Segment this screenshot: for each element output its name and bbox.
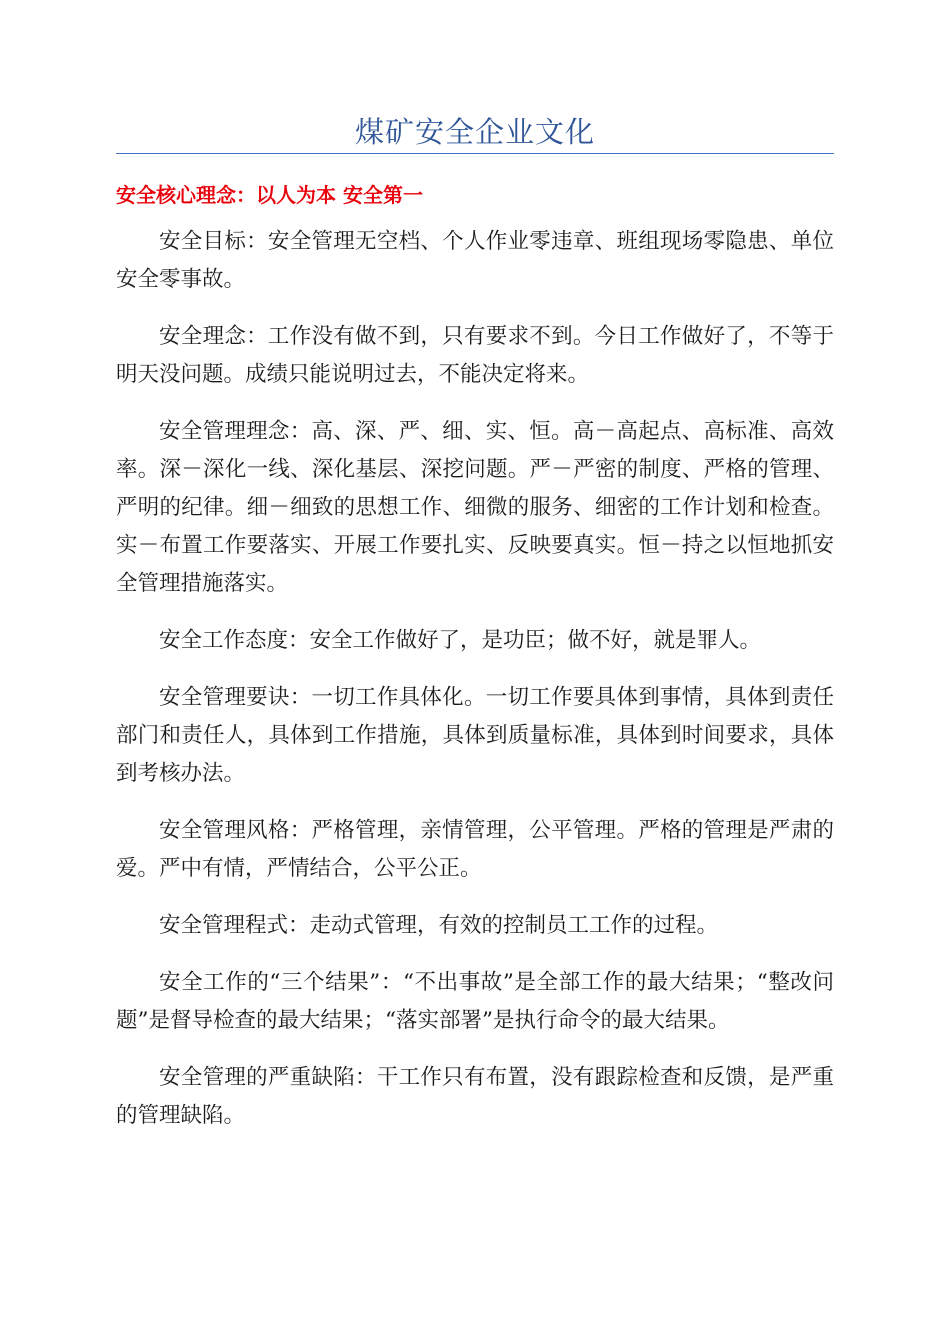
core-concept-heading: 安全核心理念：以人为本 安全第一 [116,183,423,207]
paragraph-safety-goal: 安全目标：安全管理无空档、个人作业零违章、班组现场零隐患、单位安全零事故。 [116,229,834,292]
paragraph-serious-defect: 安全管理的严重缺陷：干工作只有布置，没有跟踪检查和反馈，是严重的管理缺陷。 [116,1065,834,1128]
paragraph-management-style: 安全管理风格：严格管理，亲情管理，公平管理。严格的管理是严肃的爱。严中有情，严情结合，公平公正。 [116,818,834,881]
paragraph-safety-philosophy: 安全理念：工作没有做不到，只有要求不到。今日工作做好了，不等于明天没问题。成绩只能说明过去，不能决定将来。 [116,324,834,387]
title-underline [116,153,834,154]
paragraph-management-procedure: 安全管理程式：走动式管理，有效的控制员工工作的过程。 [159,913,719,938]
paragraph-management-key: 安全管理要诀：一切工作具体化。一切工作要具体到事情，具体到责任部门和责任人，具体到工作措施，具体到质量标准，具体到时间要求，具体到考核办法。 [116,685,834,786]
paragraph-work-attitude: 安全工作态度：安全工作做好了，是功臣；做不好，就是罪人。 [159,628,762,653]
document-title: 煤矿安全企业文化 [354,115,595,149]
document-body [116,223,834,1154]
paragraph-management-philosophy: 安全管理理念：高、深、严、细、实、恒。高－高起点、高标准、高效率。深－深化一线、深化基层、深挖问题。严－严密的制度、严格的管理、严明的纪律。细－细致的思想工作、细微的服务、细密的工作计划和检查。实－布置工作要落实、开展工作要扎实、反映要真实。恒－持之以恒地抓安全管理措施落实。 [116,419,834,596]
paragraph-three-results: 安全工作的“三个结果”：“不出事故”是全部工作的最大结果；“整改问题”是督导检查的最大结果；“落实部署”是执行命令的最大结果。 [116,970,834,1033]
